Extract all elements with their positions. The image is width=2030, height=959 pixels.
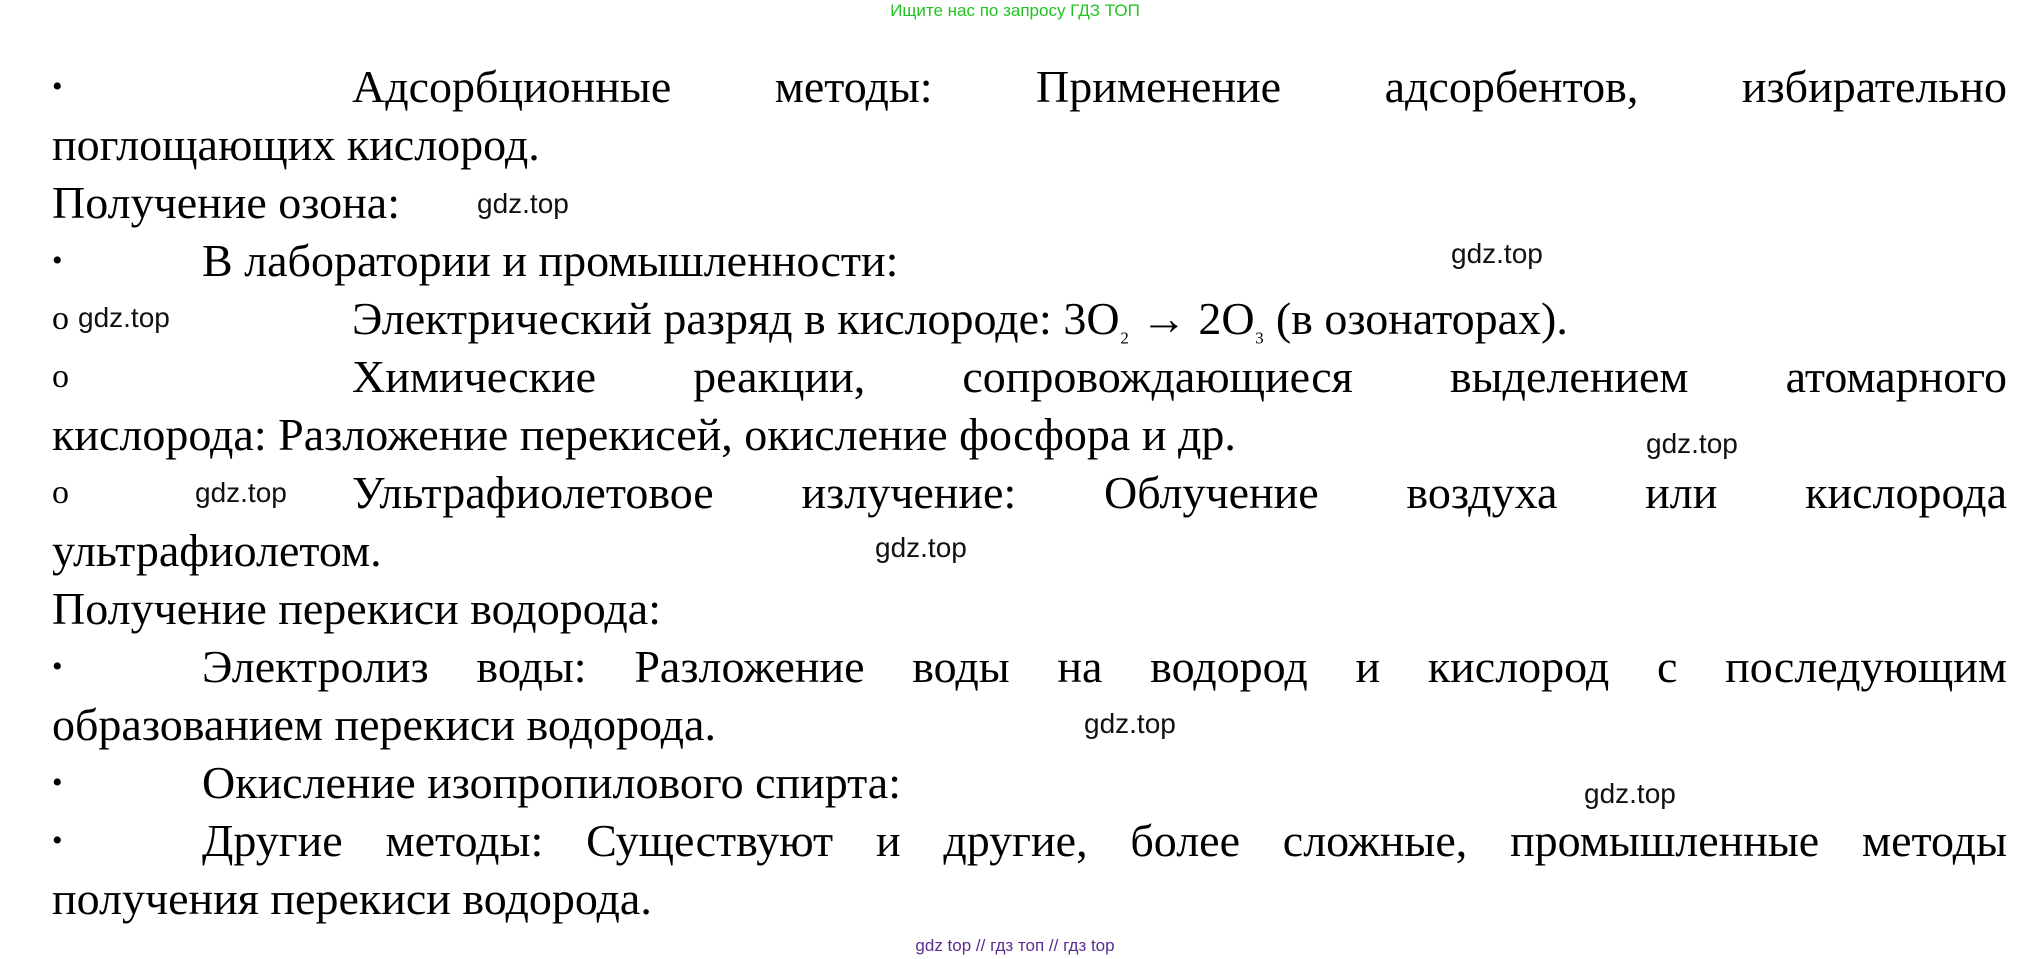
heading-text: Получение озона: [52,177,400,228]
line-text: получения перекиси водорода. [52,873,652,924]
sub-item-electric-discharge [52,290,2007,348]
list-item-lab-industry [52,232,2007,290]
bullet-dot-icon: • [52,766,63,799]
text-line [52,522,2007,580]
watermark: gdz.top [195,477,287,508]
line-text: (в озонаторах). [1264,293,1568,344]
line-text: кислорода: Разложение перекисей, окисление фосфора и др. [52,409,1236,460]
line-text: В лаборатории и промышленности: [202,235,899,286]
text-line [52,696,2007,754]
watermark: gdz.top [1584,778,1676,809]
line-text: Химические реакции, сопровождающиеся выделением атомарного [352,351,2007,402]
line-text: Электрический разряд в кислороде: 3O [352,293,1120,344]
line-text: образованием перекиси водорода. [52,699,716,750]
heading-text: Получение перекиси водорода: [52,583,661,634]
bullet-dot-icon: • [52,650,63,683]
list-item-isopropanol [52,754,2007,812]
section-heading-ozone [52,174,2007,232]
watermark: gdz.top [477,188,569,219]
sub-item-ultraviolet [52,464,2007,522]
text-line [52,870,2007,928]
section-heading-peroxide [52,580,2007,638]
line-text: Электролиз воды: Разложение воды на водород и кислород с последующим [202,641,2007,692]
document-body [52,58,2007,928]
bullet-circle-icon: o [52,358,69,395]
watermark: gdz.top [78,302,170,333]
bullet-dot-icon: • [52,824,63,857]
bullet-dot-icon: • [52,244,63,277]
line-text: → 2O [1129,293,1255,344]
line-text: поглощающих кислород. [52,119,540,170]
list-item-adsorption [52,58,2007,116]
line-text: Адсорбционные методы: Применение адсорбентов, избирательно [352,61,2007,112]
list-item-other-methods [52,812,2007,870]
watermark: gdz.top [875,532,967,563]
line-text: Ультрафиолетовое излучение: Облучение воздуха или кислорода [352,467,2007,518]
line-text: ультрафиолетом. [52,525,382,576]
subscript: ₂ [1119,314,1130,345]
sub-item-chemical-reactions [52,348,2007,406]
line-text: Другие методы: Существуют и другие, более сложные, промышленные методы [202,815,2007,866]
line-text: Окисление изопропилового спирта: [202,757,901,808]
watermark: gdz.top [1451,238,1543,269]
search-banner: Ищите нас по запросу ГДЗ ТОП [890,1,1140,20]
watermark: gdz.top [1646,428,1738,459]
footer-watermark: gdz top // гдз топ // гдз top [915,936,1115,955]
text-line [52,116,2007,174]
watermark: gdz.top [1084,708,1176,739]
list-item-electrolysis [52,638,2007,696]
subscript: ₃ [1254,314,1265,345]
bullet-dot-icon: • [52,70,63,103]
bullet-circle-icon: o [52,474,69,511]
bullet-circle-icon: o [52,300,69,337]
